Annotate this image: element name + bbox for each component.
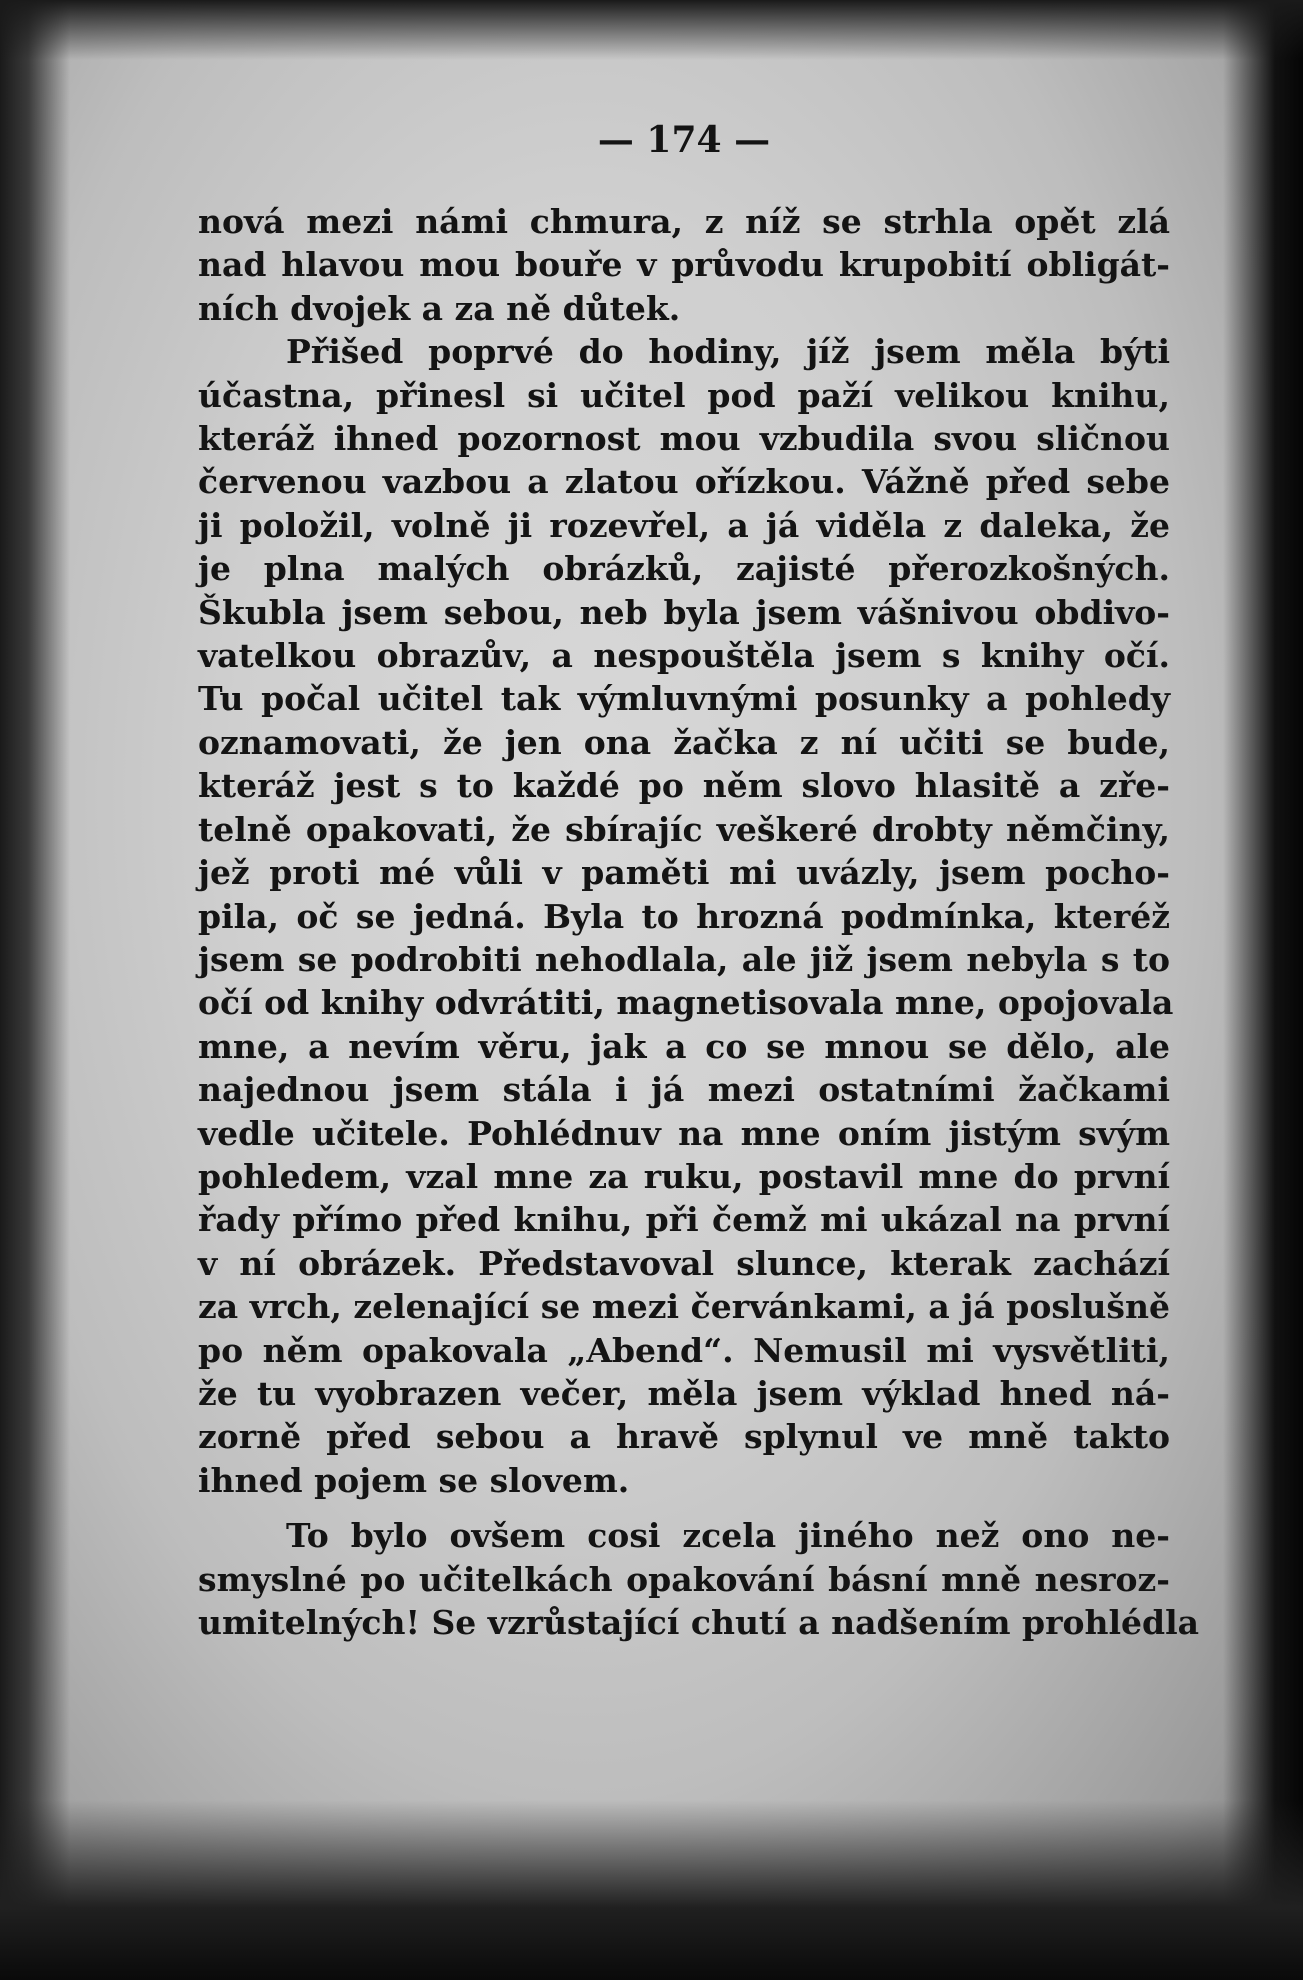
- paragraph-gap: [198, 1502, 1170, 1514]
- text-line: ihned pojem se slovem.: [198, 1460, 630, 1500]
- page-number: — 174 —: [597, 119, 771, 161]
- text-line: To bylo ovšem cosi zcela jiného než ono ne-: [286, 1516, 1170, 1556]
- text-line: pila, oč se jedná. Byla to hrozná podmínka, kteréž: [198, 896, 1170, 936]
- text-line: ji položil, volně ji rozevřel, a já viděla z daleka, že: [198, 505, 1170, 545]
- text-line: vedle učitele. Pohlédnuv na mne oním jistým svým: [198, 1113, 1170, 1153]
- text-line: ních dvojek a za ně důtek.: [198, 288, 681, 328]
- text-line: za vrch, zelenající se mezi červánkami, a já poslušně: [198, 1287, 1170, 1327]
- text-line: kteráž ihned pozornost mou vzbudila svou sličnou: [198, 419, 1170, 459]
- page-shadow-top: [0, 0, 1303, 60]
- text-line: oznamovati, že jen ona žačka z ní učiti se bude,: [198, 722, 1170, 762]
- page-shadow-right: [1223, 0, 1303, 1980]
- text-line: po něm opakovala „Abend“. Nemusil mi vysvětliti,: [198, 1330, 1170, 1370]
- text-line: je plna malých obrázků, zajisté přerozkošných.: [198, 549, 1170, 589]
- text-line: Přišed poprvé do hodiny, jíž jsem měla býti: [286, 332, 1170, 372]
- text-line: mne, a nevím věru, jak a co se mnou se dělo, ale: [198, 1026, 1170, 1066]
- text-block: [198, 110, 1200, 1644]
- text-line: řady přímo před knihu, při čemž mi ukázal na první: [198, 1200, 1170, 1240]
- text-line: najednou jsem stála i já mezi ostatními žačkami: [198, 1070, 1170, 1110]
- text-line: jsem se podrobiti nehodlala, ale již jsem nebyla s to: [198, 939, 1170, 979]
- text-line: vatelkou obrazův, a nespouštěla jsem s knihy očí.: [198, 636, 1170, 676]
- text-line: červenou vazbou a zlatou ořízkou. Vážně před sebe: [198, 462, 1170, 502]
- text-line: telně opakovati, že sbírajíc veškeré drobty němčiny,: [198, 809, 1170, 849]
- text-line: pohledem, vzal mne za ruku, postavil mne do první: [198, 1156, 1170, 1196]
- text-line: v ní obrázek. Představoval slunce, kterak zachází: [198, 1243, 1170, 1283]
- page-shadow-bottom: [0, 1800, 1303, 1980]
- text-line: umitelných! Se vzrůstající chutí a nadšením prohlédla: [198, 1603, 1200, 1642]
- text-line: nad hlavou mou bouře v průvodu krupobití obligát-: [198, 245, 1170, 285]
- page-shadow-left: [0, 0, 70, 1980]
- text-line: že tu vyobrazen večer, měla jsem výklad hned ná-: [198, 1373, 1170, 1413]
- text-line: jež proti mé vůli v paměti mi uvázly, jsem pocho-: [198, 853, 1170, 893]
- text-line: zorně před sebou a hravě splynul ve mně takto: [198, 1417, 1170, 1457]
- text-line: Škubla jsem sebou, neb byla jsem vášnivou obdivo-: [198, 592, 1170, 632]
- text-line: smyslné po učitelkách opakování básní mně nesroz-: [198, 1559, 1170, 1599]
- text-line: Tu počal učitel tak výmluvnými posunky a pohledy: [198, 679, 1170, 719]
- text-line: účastna, přinesl si učitel pod paží velikou knihu,: [198, 375, 1170, 415]
- text-line: nová mezi námi chmura, z níž se strhla opět zlá: [198, 202, 1170, 241]
- text-line: očí od knihy odvrátiti, magnetisovala mne, opojovala: [198, 983, 1174, 1023]
- text-line: kteráž jest s to každé po něm slovo hlasitě a zře-: [198, 766, 1170, 806]
